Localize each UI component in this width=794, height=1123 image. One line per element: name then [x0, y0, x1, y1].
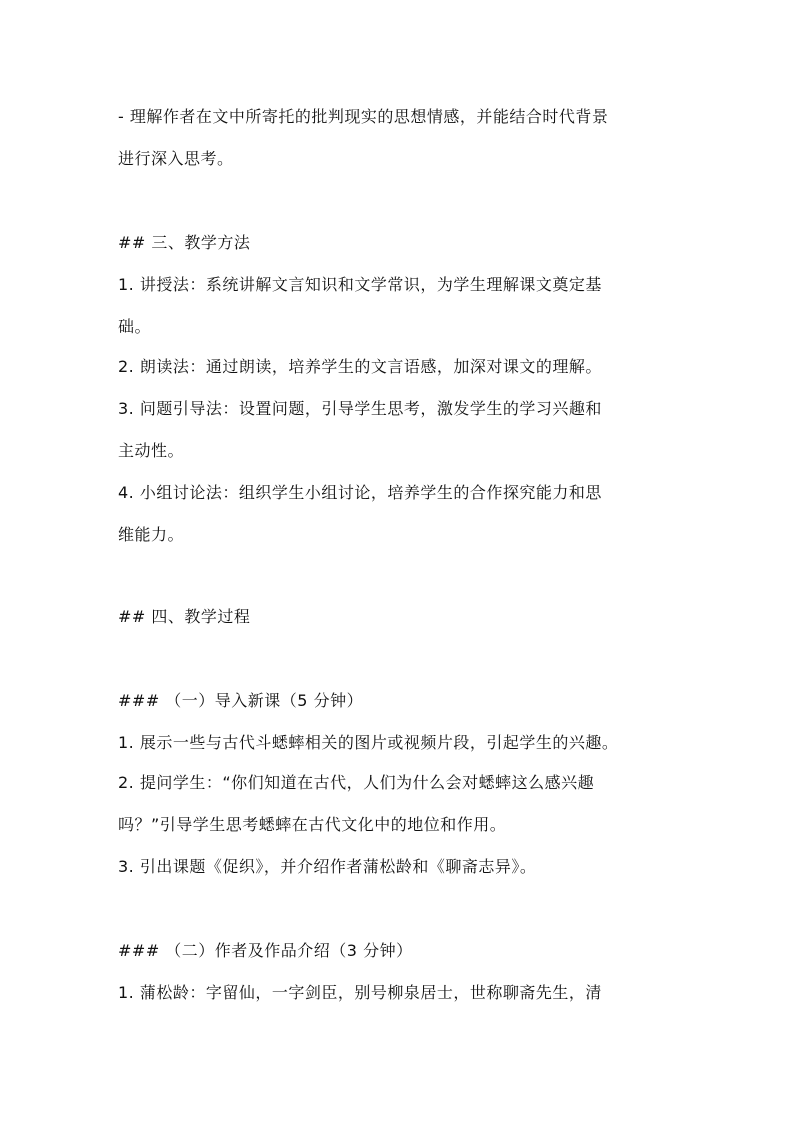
intro-item-3: 3. 引出课题《促织》，并介绍作者蒲松龄和《聊斋志异》。 [118, 857, 537, 876]
subsection-heading-intro: ### （一）导入新课（5 分钟） [118, 691, 364, 710]
objective-line-cont: 进行深入思考。 [118, 149, 234, 168]
method-item-1-cont: 础。 [118, 317, 152, 336]
section-heading-methods: ## 三、教学方法 [118, 233, 251, 252]
intro-item-2-cont: 吗？”引导学生思考蟋蟀在古代文化中的地位和作用。 [118, 815, 507, 834]
intro-item-2: 2. 提问学生：“你们知道在古代，人们为什么会对蟋蟀这么感兴趣 [118, 773, 595, 792]
method-item-3-cont: 主动性。 [118, 441, 185, 460]
method-item-4-cont: 维能力。 [118, 525, 185, 544]
method-item-3: 3. 问题引导法：设置问题，引导学生思考，激发学生的学习兴趣和 [118, 399, 602, 418]
objective-line: - 理解作者在文中所寄托的批判现实的思想情感，并能结合时代背景 [118, 107, 609, 126]
method-item-1: 1. 讲授法：系统讲解文言知识和文学常识，为学生理解课文奠定基 [118, 275, 602, 294]
section-heading-process: ## 四、教学过程 [118, 607, 251, 626]
author-item-1: 1. 蒲松龄：字留仙，一字剑臣，别号柳泉居士，世称聊斋先生，清 [118, 983, 602, 1002]
method-item-4: 4. 小组讨论法：组织学生小组讨论，培养学生的合作探究能力和思 [118, 483, 602, 502]
subsection-heading-author: ### （二）作者及作品介绍（3 分钟） [118, 941, 413, 960]
method-item-2: 2. 朗读法：通过朗读，培养学生的文言语感，加深对课文的理解。 [118, 357, 602, 376]
intro-item-1: 1. 展示一些与古代斗蟋蟀相关的图片或视频片段，引起学生的兴趣。 [118, 733, 619, 752]
